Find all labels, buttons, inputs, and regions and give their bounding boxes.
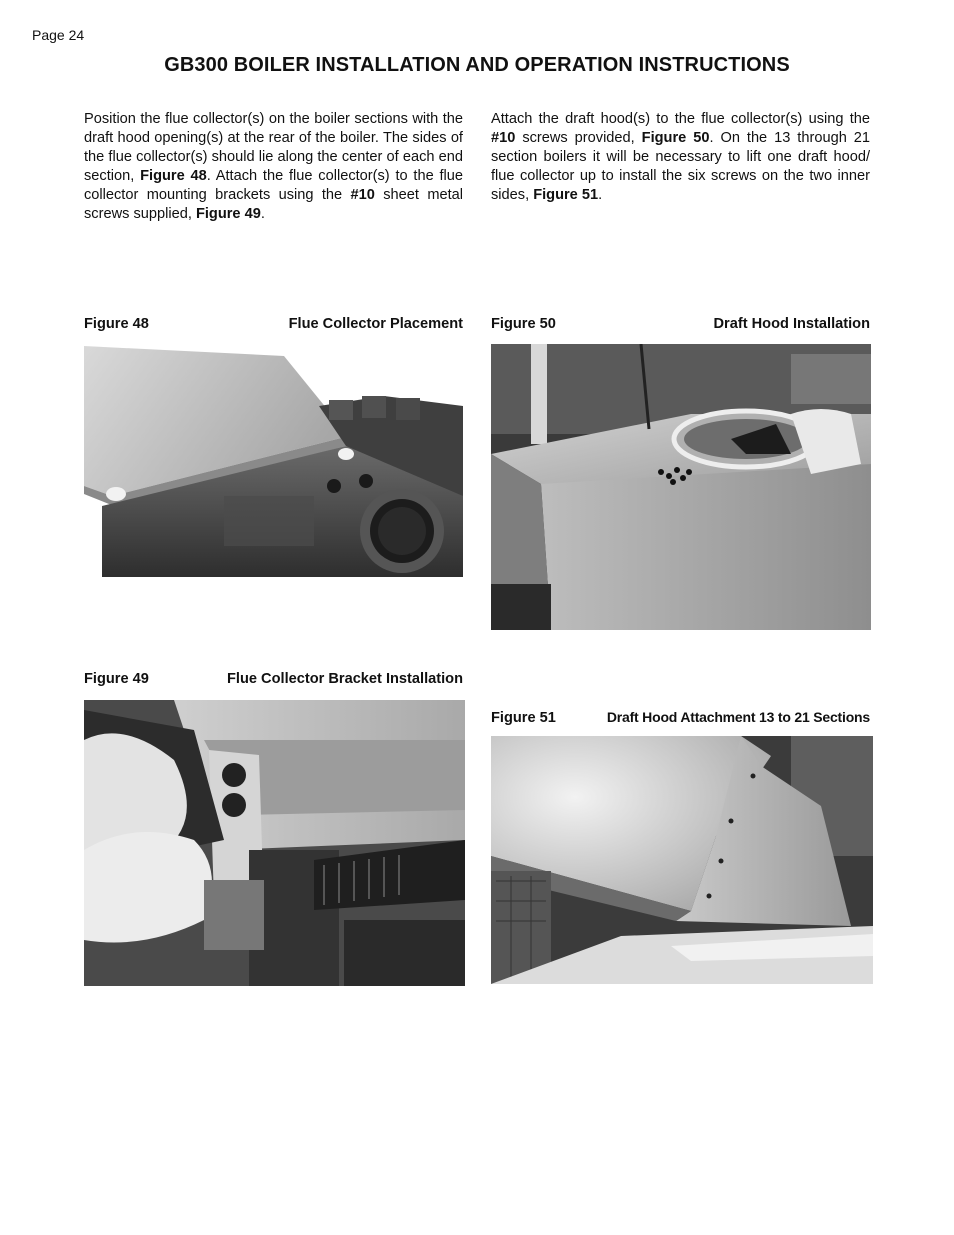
figure-49-caption bbox=[84, 671, 463, 691]
figure-51-caption bbox=[491, 709, 870, 729]
instruction-paragraph-left: Position the flue collector(s) on the boiler sections with the draft hood opening(s) at the rear of the boiler. The sides of the flue collector(s) should lie along the center of each end section, Figure 48. Attach the flue collector(s) to the flue collector mounting brackets using the #10 sheet metal screws supplied, Figure 49. bbox=[84, 111, 464, 222]
figure-50-caption bbox=[491, 316, 870, 336]
figure-50-label: Figure 50 bbox=[491, 316, 556, 332]
figure-49-label: Figure 49 bbox=[84, 671, 149, 687]
figure-48-caption bbox=[84, 316, 463, 336]
figure-48-photo bbox=[84, 346, 463, 577]
page-number: Page 24 bbox=[32, 27, 85, 43]
figure-48-label: Figure 48 bbox=[84, 316, 149, 332]
page-title: GB300 BOILER INSTALLATION AND OPERATION INSTRUCTIONS bbox=[164, 54, 790, 76]
figure-49-title: Flue Collector Bracket Installation bbox=[227, 671, 463, 687]
figure-48-title: Flue Collector Placement bbox=[288, 316, 463, 332]
figure-49-photo bbox=[84, 700, 465, 986]
figure-51-photo bbox=[491, 736, 873, 984]
figure-50-title: Draft Hood Installation bbox=[713, 316, 870, 332]
figure-50-photo bbox=[491, 344, 871, 630]
instruction-paragraph-right: Attach the draft hood(s) to the flue collector(s) using the #10 screws provided, Figure 50. On the 13 through 21 section boilers it will be necessary to lift one draft hood/ flue collector up to install the six screws on the two inner sides, Figure 51. bbox=[491, 111, 870, 203]
figure-51-label: Figure 51 bbox=[491, 710, 556, 726]
figure-51-title: Draft Hood Attachment 13 to 21 Sections bbox=[606, 709, 870, 725]
